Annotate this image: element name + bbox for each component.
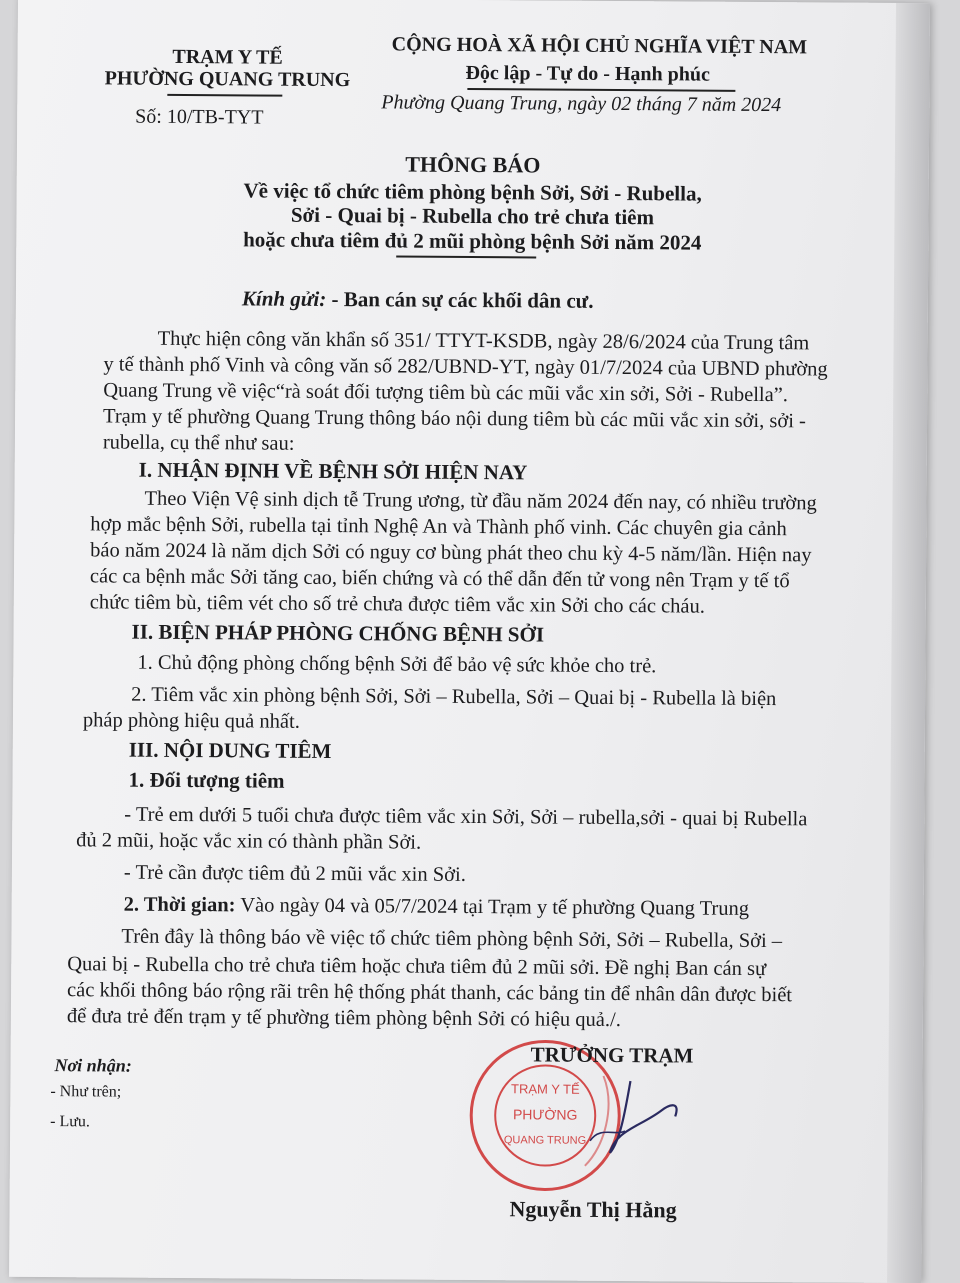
- time-label: 2. Thời gian:: [123, 893, 236, 917]
- section3-bullet1-line1: - Trẻ em dưới 5 tuổi chưa được tiêm vắc xin Sởi, Sởi – rubella,sởi - quai bị Rubella: [124, 803, 808, 831]
- nation-line1: CỘNG HOÀ XÃ HỘI CHỦ NGHĨA VIỆT NAM: [391, 33, 808, 59]
- section2-item2-line2: pháp phòng hiệu quả nhất.: [82, 709, 300, 733]
- title-underline: [396, 255, 536, 257]
- subject-line-2: Sởi - Quai bị - Rubella cho trẻ chưa tiêm: [290, 202, 655, 230]
- section2-heading: II. BIỆN PHÁP PHÒNG CHỐNG BỆNH SỞI: [131, 619, 545, 647]
- closing-line-1: Trên đây là thông báo về việc tổ chức tiêm phòng bệnh Sởi, Sởi – Rubella, Sởi –: [121, 925, 783, 953]
- recipient-line: [242, 286, 594, 313]
- section2-item1: 1. Chủ động phòng chống bệnh Sởi để bảo vệ sức khỏe cho trẻ.: [137, 651, 657, 678]
- time-value: Vào ngày 04 và 05/7/2024 tại Trạm y tế phường Quang Trung: [235, 894, 750, 920]
- nation-underline: [467, 88, 735, 91]
- org-name-line1: TRẠM Y TẾ: [172, 45, 283, 69]
- intro-line-4: Trạm y tế phường Quang Trung thông báo nội dung tiêm bù các mũi vắc xin sởi, sởi -: [103, 405, 806, 433]
- closing-line-4: để đưa trẻ đến trạm y tế phường tiêm phòng bệnh Sởi có hiệu quả./.: [66, 1005, 621, 1032]
- subject-line-1: Về việc tổ chức tiêm phòng bệnh Sởi, Sởi - Rubella,: [243, 178, 702, 206]
- signature: [570, 1071, 691, 1162]
- subject-line-3: hoặc chưa tiêm đủ 2 mũi phòng bệnh Sởi năm 2024: [243, 227, 702, 255]
- recipients-item-2: - Lưu.: [50, 1113, 90, 1131]
- recipient-label: Kính gửi:: [241, 286, 327, 311]
- intro-line-5: rubella, cụ thể như sau:: [102, 431, 295, 455]
- recipients-item-1: - Như trên;: [50, 1083, 122, 1101]
- section3-sub2: [124, 892, 750, 923]
- closing-line-3: các khối thông báo rộng rãi trên hệ thống phát thanh, các bảng tin để nhân dân được biết: [67, 979, 793, 1007]
- signer-title: TRƯỞNG TRẠM: [530, 1042, 694, 1068]
- document-page: [9, 0, 930, 1283]
- section1-heading: I. NHẬN ĐỊNH VỀ BỆNH SỞI HIỆN NAY: [138, 457, 528, 485]
- stamp-line-1: TRẠM Y TẾ: [511, 1081, 580, 1097]
- recipient-value: - Ban cán sự các khối dân cư.: [331, 287, 594, 313]
- recipients-label: Nơi nhận:: [54, 1055, 132, 1076]
- org-name-line2: PHƯỜNG QUANG TRUNG: [104, 67, 351, 92]
- signer-name: Nguyễn Thị Hằng: [509, 1196, 677, 1223]
- section3-bullet2: - Trẻ cần được tiêm đủ 2 mũi vắc xin Sởi.: [123, 861, 466, 886]
- section1-line-1: Theo Viện Vệ sinh dịch tễ Trung ương, từ đầu năm 2024 đến nay, có nhiều trường: [144, 487, 817, 515]
- section3-heading: III. NỘI DUNG TIÊM: [128, 737, 332, 764]
- intro-line-2: y tế thành phố Vinh và công văn số 282/UBND-YT, ngày 01/7/2024 của UBND phường: [103, 353, 828, 381]
- closing-line-2: Quai bị - Rubella cho trẻ chưa tiêm hoặc chưa tiêm đủ 2 mũi sởi. Đề nghị Ban cán sự: [67, 953, 767, 981]
- stamp-line-3: QUANG TRUNG: [503, 1134, 587, 1147]
- document-number: Số: 10/TB-TYT: [135, 105, 264, 129]
- intro-line-1: Thực hiện công văn khẩn số 351/ TTYT-KSDB, ngày 28/6/2024 của Trung tâm: [157, 327, 810, 355]
- section3-sub1: 1. Đối tượng tiêm: [128, 767, 285, 793]
- place-date: Phường Quang Trung, ngày 02 tháng 7 năm 2024: [381, 91, 782, 117]
- stamp-line-2: PHƯỜNG: [512, 1106, 578, 1123]
- section3-bullet1-line2: đủ 2 mũi, hoặc vắc xin có thành phần Sởi.: [76, 829, 422, 854]
- section1-line-3: báo năm 2024 là năm dịch Sởi có nguy cơ bùng phát theo chu kỳ 4-5 năm/lần. Hiện nay: [90, 539, 812, 567]
- doc-title: THÔNG BÁO: [405, 151, 541, 178]
- section1-line-5: chức tiêm bù, tiêm vét cho số trẻ chưa được tiêm vắc xin Sởi cho các cháu.: [89, 591, 705, 618]
- intro-line-3: Quang Trung về việc“rà soát đối tượng tiêm bù các mũi vắc xin sởi, Sởi - Rubella”.: [103, 379, 789, 407]
- org-underline: [167, 94, 282, 96]
- section1-line-2: hợp mắc bệnh Sởi, rubella tại tỉnh Nghệ An và Thành phố vinh. Các chuyên gia cảnh: [90, 513, 787, 541]
- section1-line-4: các ca bệnh mắc Sởi tăng cao, biến chứng và có thể dẫn đến tử vong nên Trạm y tế tổ: [89, 565, 790, 593]
- section2-item2-line1: 2. Tiêm vắc xin phòng bệnh Sởi, Sởi – Rubella, Sởi – Quai bị - Rubella là biện: [131, 683, 777, 711]
- nation-line2: Độc lập - Tự do - Hạnh phúc: [465, 61, 711, 86]
